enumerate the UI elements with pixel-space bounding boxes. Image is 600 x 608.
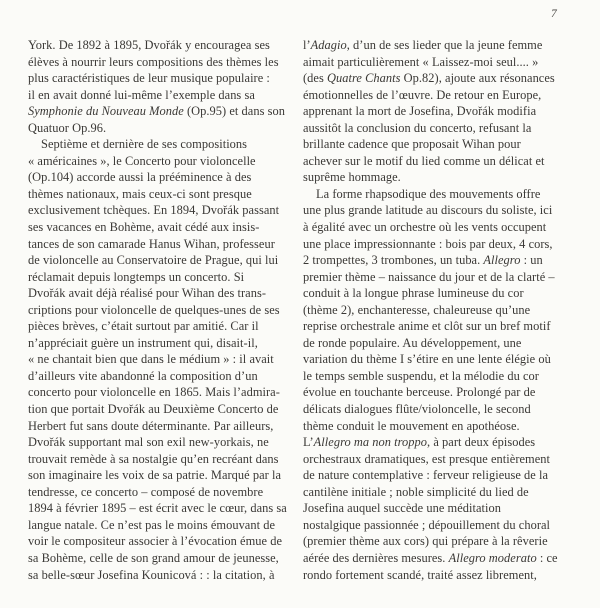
text-line: « ne chantait bien que dans le médium » : il avait bbox=[28, 352, 274, 367]
text-line: pièces brèves, c’était surtout par amitié. Car il bbox=[28, 319, 259, 334]
text-line: langue natale. Ce n’est pas le moins émouvant de bbox=[28, 517, 276, 532]
text-line: élèves à nourrir leurs compositions des thèmes les bbox=[28, 54, 279, 69]
text-line: La forme rhapsodique des mouvements offre bbox=[316, 186, 541, 201]
text-line: York. De 1892 à 1895, Dvořák y encouragea ses bbox=[28, 38, 270, 52]
text-line: achever sur le motif du lied comme un délicat et bbox=[303, 153, 545, 168]
text-line: Dvořák supportant mal son exil new-yorkais, ne bbox=[28, 435, 269, 450]
text-line: plus caractéristiques de leur musique populaire : bbox=[28, 71, 270, 86]
text-line: conduit à la longue phrase lumineuse du cor bbox=[303, 286, 524, 301]
text-line: Josefina auquel succède une méditation bbox=[303, 501, 502, 516]
text-line: d’ailleurs vite abandonné la composition d’un bbox=[28, 368, 258, 383]
text-line: n’appréciait guère un instrument qui, disait-il, bbox=[28, 335, 258, 350]
text-line: trouvait remède à sa nostalgie qu’en recréant dans bbox=[28, 451, 279, 466]
text-line: rondo fortement scandé, traité assez librement, bbox=[303, 567, 537, 582]
text-line: de ronde populaire. Au développement, une bbox=[303, 335, 522, 350]
text-line: (Op.104) accorde aussi la prééminence à des bbox=[28, 170, 252, 185]
text-line: aimait particulièrement « Laissez-moi seul.... » bbox=[303, 54, 539, 69]
text-line: variation du thème I s’étire en une lente élégie où bbox=[303, 352, 551, 367]
text-line: apprenant la mort de Josefina, Dvořák modifia bbox=[303, 104, 537, 119]
text-line: émotionnelles de l’œuvre. De retour en Europe, bbox=[303, 87, 542, 102]
text-line: réclamait depuis longtemps un concerto. Si bbox=[28, 269, 245, 284]
text-line: voir le compositeur associer à l’évocation émue de bbox=[28, 534, 283, 549]
text-line: Dvořák avait déjà réalisé pour Wihan des trans- bbox=[28, 286, 266, 301]
text-line: brillante cadence que proposait Wihan pour bbox=[303, 137, 521, 152]
text-line: Septième et dernière de ses compositions bbox=[41, 137, 248, 152]
text-line: tances de son camarade Hanus Wihan, professeur bbox=[28, 236, 275, 251]
text-line: (thème 2), enchanteresse, chaleureuse qu’une bbox=[303, 302, 531, 317]
text-line: reprise orchestrale anime et clôt sur un bref motif bbox=[303, 319, 551, 334]
text-line: Quatuor Op.96. bbox=[28, 120, 107, 135]
text-line: de nature contemplative : ferveur religieuse de la bbox=[303, 468, 549, 483]
text-line: orchestraux dramatiques, est presque entièrement bbox=[303, 451, 551, 466]
text-line: suprême hommage. bbox=[303, 170, 401, 185]
text-line: délicats dialogues flûte/violoncelle, le second bbox=[303, 402, 531, 417]
text-line: tendresse, ce concerto – composé de novembre bbox=[28, 484, 264, 499]
text-line: (premier thème aux cors) qui prépare à la rêverie bbox=[303, 534, 548, 549]
text-line: une place impressionnante : bois par deux, 4 cors, bbox=[303, 236, 553, 251]
text-line: l’Adagio, d’un de ses lieder que la jeune femme bbox=[303, 38, 543, 52]
text-line: premier thème – naissance du jour et de la clarté – bbox=[303, 269, 555, 284]
text-line: thème conduit le mouvement en apothéose. bbox=[303, 418, 520, 433]
text-column-left bbox=[28, 37, 292, 583]
text-line: Herbert fut sans doute déterminante. Par ailleurs, bbox=[28, 418, 274, 433]
text-line: une plus grande latitude au discours du soliste, ici bbox=[303, 203, 553, 218]
text-line: criptions pour violoncelle de quelques-unes de ses bbox=[28, 302, 280, 317]
text-line: 2 trompettes, 3 trombones, un tuba. Allegro : un bbox=[303, 253, 543, 268]
text-line: concerto pour violoncelle en 1865. Mais l’admira- bbox=[28, 385, 280, 400]
text-line: 1894 à février 1895 – est écrit avec le cœur, dans sa bbox=[28, 501, 287, 516]
text-line: nostalgique passionnée ; dépouillement du choral bbox=[303, 517, 551, 532]
text-line: thèmes nationaux, mais ceux-ci sont presque bbox=[28, 186, 252, 201]
text-line: il en avait donné lui-même l’exemple dans sa bbox=[28, 87, 255, 102]
text-line: sa belle-sœur Josefina Kounicová : : la citation, à bbox=[28, 567, 275, 582]
text-line: évolue en touchante berceuse. Prolongé par de bbox=[303, 385, 536, 400]
text-line: « américaines », le Concerto pour violoncelle bbox=[28, 153, 256, 168]
text-line: aussitôt la conclusion du concerto, refusant la bbox=[303, 120, 532, 135]
text-line: ses vacances en Bohème, avait cédé aux insis- bbox=[28, 220, 260, 235]
text-line: son imaginaire les voix de sa patrie. Marqué par la bbox=[28, 468, 282, 483]
text-line: tion que portait Dvořák au Deuxième Concerto de bbox=[28, 402, 279, 417]
text-line: sa Bohème, celle de son grand amour de jeunesse, bbox=[28, 550, 279, 565]
text-line: exclusivement tchèques. En 1894, Dvořák passant bbox=[28, 203, 280, 218]
text-column-right bbox=[303, 37, 585, 583]
text-line: à égalité avec un orchestre où les vents occupent bbox=[303, 220, 547, 235]
text-line: L’Allegro ma non troppo, à part deux épisodes bbox=[303, 435, 536, 450]
text-line: aérée des dernières mesures. Allegro moderato : ce bbox=[303, 550, 558, 565]
text-line: cantilène initiale ; noble simplicité du lied de bbox=[303, 484, 529, 499]
text-line: Symphonie du Nouveau Monde (Op.95) et dans son bbox=[28, 104, 285, 119]
text-line: (des Quatre Chants Op.82), ajoute aux résonances bbox=[303, 71, 555, 86]
text-line: le temps semble suspendu, et la mélodie du cor bbox=[303, 368, 539, 383]
text-line: de violoncelle au Conservatoire de Prague, qui lui bbox=[28, 253, 279, 268]
page-number: 7 bbox=[551, 8, 557, 20]
